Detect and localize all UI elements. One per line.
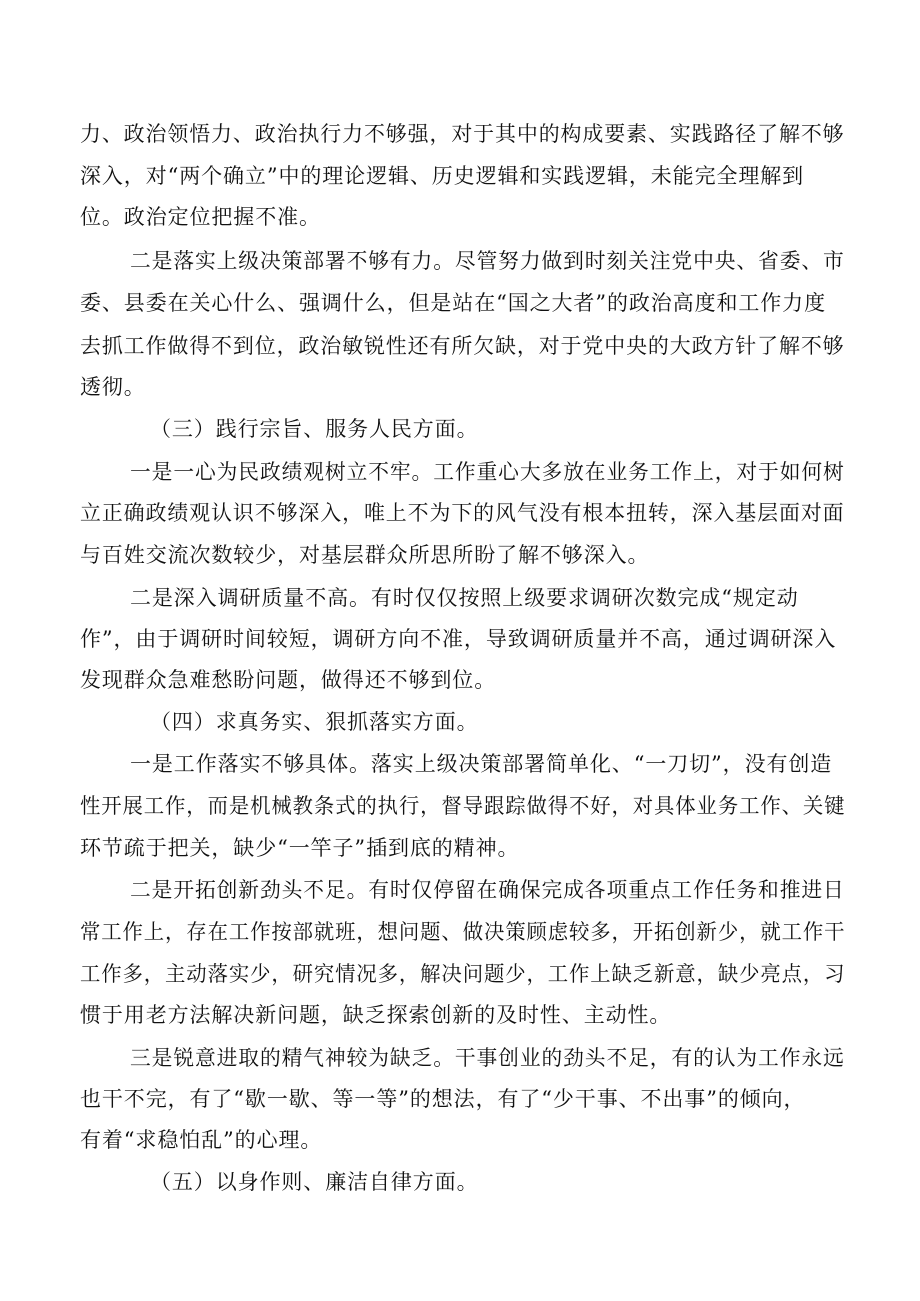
paragraph-first-line: 二是落实上级决策部署不够有力。尽管努力做到时刻关注党中央、省委、市: [130, 249, 845, 273]
text-line: 也干不完，有了“歇一歇、等一等”的想法，有了“少干事、不出事”的倾向，: [80, 1087, 806, 1111]
paragraph-first-line: 一是工作落实不够具体。落实上级决策部署简单化、“一刀切”，没有创造: [130, 752, 833, 776]
paragraph-first-line: 一是一心为民政绩观树立不牢。工作重心大多放在业务工作上，对于如何树: [130, 460, 845, 484]
text-line: 位。政治定位把握不准。: [80, 205, 321, 229]
text-line: 立正确政绩观认识不够深入，唯上不为下的风气没有根本扭转，深入基层面对面: [80, 501, 845, 525]
section-heading: （四）求真务实、狠抓落实方面。: [150, 710, 479, 734]
text-line: 与百姓交流次数较少，对基层群众所思所盼了解不够深入。: [80, 543, 650, 567]
text-line: 常工作上，存在工作按部就班，想问题、做决策顾虑较多，开拓创新少，就工作干: [80, 920, 846, 944]
paragraph-first-line: 三是锐意进取的精气神较为缺乏。干事创业的劲头不足，有的认为工作永远: [130, 1046, 845, 1070]
text-line: 作”，由于调研时间较短，调研方向不准，导致调研质量并不高，通过调研深入: [80, 627, 837, 651]
text-line: 性开展工作，而是机械教条式的执行，督导跟踪做得不好，对具体业务工作、关键: [80, 794, 846, 818]
text-line: 工作多，主动落实少，研究情况多，解决问题少，工作上缺乏新意，缺少亮点，习: [80, 962, 846, 986]
section-heading: （三）践行宗旨、服务人民方面。: [150, 417, 479, 441]
text-line: 环节疏于把关，缺少“一竿子”插到底的精神。: [80, 836, 520, 860]
text-line: 去抓工作做得不到位，政治敏锐性还有所欠缺，对于党中央的大政方针了解不够: [80, 334, 845, 358]
text-line: 发现群众急难愁盼问题，做得还不够到位。: [80, 668, 497, 692]
text-line: 惯于用老方法解决新问题，缺乏探索创新的及时性、主动性。: [80, 1003, 672, 1027]
text-line: 深入，对“两个确立”中的理论逻辑、历史逻辑和实践逻辑，未能完全理解到: [80, 164, 805, 188]
text-line: 力、政治领悟力、政治执行力不够强，对于其中的构成要素、实践路径了解不够: [80, 122, 845, 146]
text-line: 透彻。: [80, 375, 146, 399]
paragraph-first-line: 二是深入调研质量不高。有时仅仅按照上级要求调研次数完成“规定动: [130, 586, 799, 610]
section-heading: （五）以身作则、廉洁自律方面。: [150, 1170, 479, 1194]
text-line: 有着“求稳怕乱”的心理。: [80, 1128, 323, 1152]
paragraph-first-line: 二是开拓创新劲头不足。有时仅停留在确保完成各项重点工作任务和推进日: [130, 878, 845, 902]
text-line: 委、县委在关心什么、强调什么，但是站在“国之大者”的政治高度和工作力度: [80, 291, 826, 315]
